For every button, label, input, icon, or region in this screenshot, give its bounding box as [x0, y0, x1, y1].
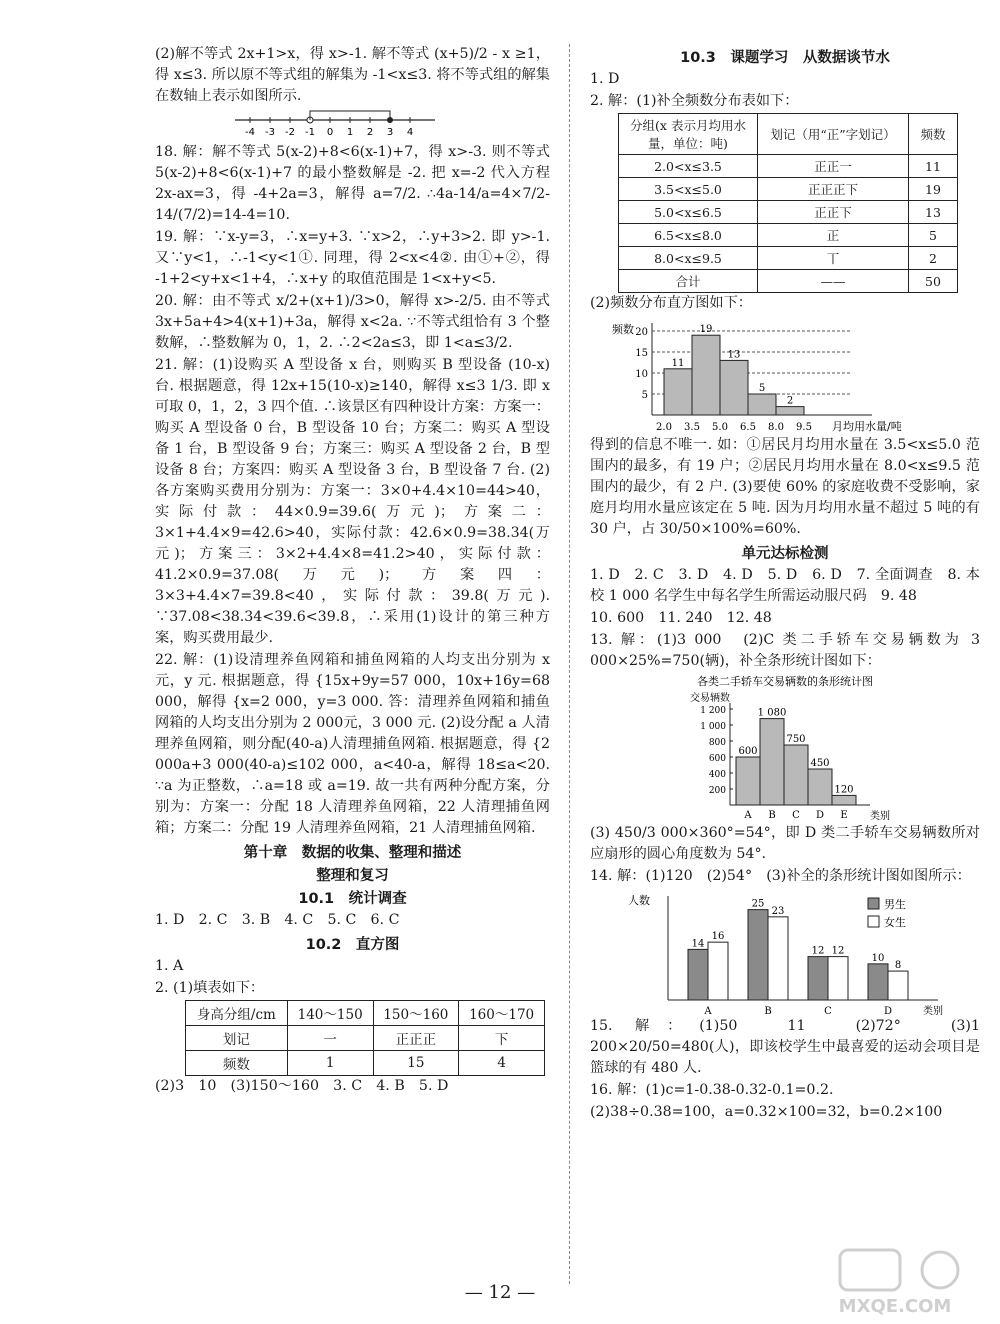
- car-chart-bar-label: 1 080: [757, 707, 787, 719]
- number-line-label: -3: [265, 127, 275, 138]
- section-10-2-answer-2: 2. (1)填表如下：: [155, 980, 265, 996]
- car-chart-y-tick: 1 000: [700, 722, 726, 732]
- watermark-logo: [800, 1248, 990, 1318]
- table-cell: 140～150: [287, 1001, 373, 1026]
- unit-test-answers-1: 1. D 2. C 3. D 4. D 5. D 6. D 7. 全面调查 8. 本校 1 000 名学生中每名学生所需运动服尺码 9. 48: [590, 567, 980, 604]
- table-cell: 下: [459, 1026, 545, 1051]
- column-divider: [569, 44, 570, 1284]
- table-cell: 频数: [186, 1051, 288, 1076]
- table-cell: 正正正: [373, 1026, 459, 1051]
- table-cell: 1: [287, 1051, 373, 1076]
- hist-x-tick: 2.0: [656, 422, 672, 433]
- car-chart-y-tick: 1 200: [700, 706, 726, 716]
- car-chart-bar: [760, 719, 784, 805]
- number-line-label: 4: [406, 127, 414, 138]
- table-cell: 6.5<x≤8.0: [619, 224, 758, 247]
- gender-chart-female-label: 23: [771, 905, 785, 917]
- legend-female-swatch: [868, 916, 879, 927]
- table-cell: 2: [909, 247, 958, 270]
- table-cell: 5: [909, 224, 958, 247]
- table-cell: 50: [909, 270, 958, 293]
- table-cell: 丅: [758, 247, 909, 270]
- hist-bar: [664, 369, 692, 415]
- number-line-label: 0: [326, 127, 334, 138]
- unit-test-answer-13: 13. 解：(1)3 000 (2)C 类二手轿车交易辆数为 3 000×25%=750(辆)，补全条形统计图如下：: [590, 632, 980, 669]
- gender-chart-female-bar: [888, 971, 908, 1000]
- answer-20: 20. 解：由不等式 x/2+(x+1)/3>0，解得 x>-2/5. 由不等式 3x+5a+4>4(x+1)+3a，解得 x<2a. ∵不等式组恰有 3 个整数解，∴整数解为 0，1，2. ∴2<2a≤3，即 1<a≤3/2.: [155, 293, 550, 351]
- table-cell: 划记: [186, 1026, 288, 1051]
- car-chart-x-tick: D: [815, 810, 825, 821]
- section-10-3-answer-2: 2. 解：(1)补全频数分布表如下：: [590, 93, 799, 109]
- car-chart-y-tick: 800: [708, 738, 726, 748]
- table-cell: 2.0<x≤3.5: [619, 155, 758, 178]
- gender-bar-chart: [590, 888, 980, 1016]
- gender-chart-y-label: 人数: [628, 894, 650, 907]
- car-chart-bar: [736, 757, 760, 805]
- number-line-figure: [155, 108, 550, 142]
- histogram-chart: [590, 315, 980, 435]
- hist-bar: [748, 394, 776, 415]
- table-row: [619, 201, 958, 224]
- gender-chart-female-bar: [708, 942, 728, 1000]
- table-row: [619, 178, 958, 201]
- table-row: [186, 1051, 545, 1076]
- car-chart-x-tick: B: [768, 810, 776, 821]
- table-cell: 5.0<x≤6.5: [619, 201, 758, 224]
- hist-x-tick: 5.0: [712, 422, 728, 433]
- table-cell: 4: [459, 1051, 545, 1076]
- hist-x-tick: 6.5: [740, 422, 756, 433]
- answer-19: 19. 解：∵x-y=3，∴x=y+3. ∵x>2，∴y+3>2. 即 y>-1. 又∵y<1，∴-1<y<1①. 同理，得 2<x<4②. 由①+②，得 -1+2<y+x<1+4，∴x+y 的取值范围是 1<x+y<5.: [155, 229, 550, 287]
- table-row: [619, 224, 958, 247]
- car-chart-x-tick: A: [744, 810, 752, 821]
- gender-chart-x-tick: B: [764, 1006, 772, 1016]
- section-10-3-answer-2-2: (2)频数分布直方图如下：: [590, 295, 752, 311]
- table-cell: ——: [758, 270, 909, 293]
- gender-chart-female-bar: [768, 917, 788, 1000]
- section-10-1-answers: 1. D 2. C 3. B 4. C 5. C 6. C: [155, 912, 400, 928]
- car-chart-bar: [784, 745, 808, 805]
- hist-bar-label: 19: [699, 324, 713, 336]
- table-row: [619, 247, 958, 270]
- table-cell: 正正正下: [758, 178, 909, 201]
- car-chart-x-tick: E: [840, 810, 848, 821]
- chapter-title: 第十章 数据的收集、整理和描述: [243, 845, 462, 861]
- gender-chart-male-label: 14: [691, 938, 705, 950]
- table-cell: 150～160: [373, 1001, 459, 1026]
- car-chart-title: 各类二手轿车交易辆数的条形统计图: [697, 675, 873, 688]
- car-chart-bar: [808, 769, 832, 805]
- gender-chart-female-label: 16: [711, 931, 725, 943]
- gender-chart-male-label: 25: [751, 898, 765, 910]
- section-10-1-title: 10.1 统计调查: [298, 891, 407, 907]
- car-chart-y-tick: 400: [708, 770, 726, 780]
- car-chart-y-tick: 200: [708, 786, 726, 796]
- hist-bar-label: 13: [727, 349, 741, 361]
- car-chart-x-tick: C: [792, 810, 800, 821]
- car-chart-x-label: 类别: [870, 811, 890, 822]
- car-chart-bar-label: 600: [738, 746, 758, 757]
- gender-chart-male-label: 12: [811, 945, 825, 957]
- table-cell: 160～170: [459, 1001, 545, 1026]
- gender-chart-male-bar: [808, 957, 828, 1000]
- hist-bar-label: 11: [671, 357, 685, 369]
- table-row: [619, 114, 958, 155]
- table-cell: 正: [758, 224, 909, 247]
- table-cell: 8.0<x≤9.5: [619, 247, 758, 270]
- legend-male-label: 男生: [884, 898, 906, 911]
- car-chart-y-tick: 600: [708, 754, 726, 764]
- page-number-value: 12: [488, 1282, 512, 1303]
- height-group-table: [185, 1000, 545, 1076]
- table-cell: 13: [909, 201, 958, 224]
- gender-chart-x-tick: C: [824, 1006, 832, 1016]
- gender-chart-female-label: 8: [894, 960, 902, 972]
- hist-x-tick: 8.0: [768, 422, 784, 433]
- hist-bar: [720, 360, 748, 415]
- hist-y-tick: 5: [641, 390, 648, 401]
- number-line-label: -2: [285, 127, 295, 138]
- car-chart-bar-label: 120: [834, 784, 854, 796]
- table-cell: 11: [909, 155, 958, 178]
- gender-chart-male-bar: [748, 910, 768, 1000]
- gender-chart-x-tick: D: [883, 1006, 893, 1016]
- hist-y-tick: 20: [635, 327, 648, 338]
- section-10-2-tail: (2)3 10 (3)150～160 3. C 4. B 5. D: [155, 1078, 449, 1094]
- table-cell: 正正下: [758, 201, 909, 224]
- gender-chart-female-bar: [828, 957, 848, 1000]
- number-line-label: 3: [386, 127, 394, 138]
- hist-y-tick: 15: [635, 348, 648, 359]
- car-bar-chart: [590, 673, 980, 823]
- hist-x-tick: 9.5: [796, 422, 812, 433]
- table-row: [186, 1001, 545, 1026]
- hist-bar: [692, 335, 720, 415]
- gender-chart-female-label: 12: [831, 945, 845, 957]
- car-chart-bar-label: 450: [810, 758, 830, 769]
- table-cell: 3.5<x≤5.0: [619, 178, 758, 201]
- table-cell: 一: [287, 1026, 373, 1051]
- answer-17-2: (2)解不等式 2x+1>x，得 x>-1. 解不等式 (x+5)/2 - x ≥1，得 x≤3. 所以原不等式组的解集为 -1<x≤3. 将不等式组的解集在数轴上表示如图所示.: [155, 46, 550, 104]
- hist-bar: [776, 407, 804, 415]
- section-10-2-answer-1: 1. A: [155, 958, 184, 974]
- car-chart-bar: [832, 795, 856, 805]
- table-cell: 合计: [619, 270, 758, 293]
- table-cell: 划记（用“正”字划记）: [758, 114, 909, 155]
- unit-test-answer-16-2: (2)38÷0.38=100，a=0.32×100=32，b=0.2×100: [590, 1104, 943, 1120]
- hist-x-tick: 3.5: [684, 422, 700, 433]
- car-chart-bar-label: 750: [786, 734, 806, 745]
- legend-male-swatch: [868, 898, 879, 909]
- answer-18: 18. 解：解不等式 5(x-2)+8<6(x-1)+7，得 x>-3. 则不等式 5(x-2)+8<6(x-1)+7 的最小整数解是 -2. 把 x=-2 代入方程 2x-ax=3，得 -4+2a=3，解得 a=7/2. ∴4a-14/a=4×7/2-14/(7/2)=14-4=10.: [155, 144, 550, 223]
- hist-bar-label: 2: [786, 395, 794, 407]
- table-cell: 15: [373, 1051, 459, 1076]
- table-row: [619, 270, 958, 293]
- unit-test-answer-13-3: (3) 450/3 000×360°=54°，即 D 类二手轿车交易辆数所对应扇形的圆心角度数为 54°.: [590, 825, 980, 862]
- table-cell: 身高分组/cm: [186, 1001, 288, 1026]
- number-line-label: -1: [305, 127, 315, 138]
- table-cell: 频数: [909, 114, 958, 155]
- unit-test-answer-14: 14. 解：(1)120 (2)54° (3)补全的条形统计图如图所示：: [590, 868, 971, 884]
- section-10-3-info: 得到的信息不唯一. 如：①居民月均用水量在 3.5<x≤5.0 范围内的最多，有 19 户；②居民月均用水量在 8.0<x≤9.5 范围内的最少，有 2 户. (3)要使 60% 的家庭收费不受影响，家庭月均用水量应该定在 5 吨. 因为月均用水量不超过 5 吨的有 30 户，占 30/50×100%=60%.: [590, 437, 980, 537]
- number-line-label: 1: [346, 127, 354, 138]
- page-number: — 12 —: [464, 1282, 536, 1303]
- answer-21: 21. 解：(1)设购买 A 型设备 x 台，则购买 B 型设备 (10-x) 台. 根据题意，得 12x+15(10-x)≥140，解得 x≤3 1/3. 即 x 可取 0，1，2，3 四个值. ∴该景区有四种设计方案：方案一：购买 A 型设备 0 台，B 型设备 10 台；方案二：购买 A 型设备 1 台，B 型设备 9 台；方案三：购买 A 型设备 2 台，B 型设备 8 台；方案四：购买 A 型设备 3 台，B 型设备 7 台. (2)各方案购买费用分别为：方案一：3×0+4.4×10=44>40，实际付款：44×0.9=39.6(万元)；方案二：3×1+4.4×9=42.6>40，实际付款：42.6×0.9=38.34(万元)；方案三：3×2+4.4×8=41.2>40，实际付款：41.2×0.9=37.08(万元)；方案四：3×3+4.4×7=39.8<40，实际付款：39.8(万元). ∵37.08<38.34<39.6<39.8，∴采用(1)设计的第三种方案，购买费用最少.: [155, 357, 550, 646]
- gender-chart-x-tick: A: [704, 1006, 712, 1016]
- table-cell: 19: [909, 178, 958, 201]
- frequency-table: [618, 113, 958, 293]
- hist-y-label: 频数: [612, 323, 634, 336]
- gender-chart-male-label: 10: [871, 952, 885, 964]
- number-line-label: -4: [245, 127, 255, 138]
- gender-chart-x-label: 类别: [923, 1006, 943, 1016]
- section-10-3-title: 10.3 课题学习 从数据谈节水: [680, 50, 890, 66]
- left-column: [155, 44, 550, 1098]
- unit-test-answer-15: 15. 解：(1)50 11 (2)72° (3)1 200×20/50=480(人)，即该校学生中最喜爱的运动会项目是篮球的有 480 人.: [590, 1018, 980, 1076]
- table-row: [186, 1026, 545, 1051]
- watermark-text: MXQE.COM: [838, 1296, 952, 1317]
- section-10-2-title: 10.2 直方图: [305, 937, 400, 953]
- right-column: [590, 44, 980, 1124]
- table-cell: 分组(x 表示月均用水量，单位：吨): [619, 114, 758, 155]
- hist-bar-label: 5: [758, 383, 766, 394]
- unit-test-title: 单元达标检测: [741, 546, 829, 562]
- hist-y-tick: 10: [635, 369, 648, 380]
- number-line-label: 2: [366, 127, 374, 138]
- table-row: [619, 155, 958, 178]
- hist-x-label: 月均用水量/吨: [832, 420, 902, 433]
- review-title: 整理和复习: [316, 868, 389, 884]
- gender-chart-male-bar: [688, 949, 708, 1000]
- section-10-3-answer-1: 1. D: [590, 71, 620, 87]
- car-chart-y-label: 交易辆数: [690, 693, 730, 704]
- gender-chart-male-bar: [868, 964, 888, 1000]
- legend-female-label: 女生: [884, 916, 906, 929]
- answer-22: 22. 解：(1)设清理养鱼网箱和捕鱼网箱的人均支出分别为 x 元，y 元. 根据题意，得 {15x+9y=57 000，10x+16y=68 000，解得 {x=2 000，y=3 000. 答：清理养鱼网箱和捕鱼网箱的人均支出分别为 2 000元，3 000 元. (2)设分配 a 人清理养鱼网箱，则分配(40-a)人清理捕鱼网箱. 根据题意，得 {2 000a+3 000(40-a)≤102 000，a<40-a，解得 18≤a<20. ∵a 为正整数，∴a=18 或 a=19. 故一共有两种分配方案，分别为：方案一：分配 18 人清理养鱼网箱，22 人清理捕鱼网箱；方案二：分配 19 人清理养鱼网箱，21 人清理捕鱼网箱.: [155, 652, 550, 836]
- unit-test-answer-16-1: 16. 解：(1)c=1-0.38-0.32-0.1=0.2.: [590, 1082, 834, 1098]
- table-cell: 正正一: [758, 155, 909, 178]
- unit-test-answers-2: 10. 600 11. 240 12. 48: [590, 610, 772, 626]
